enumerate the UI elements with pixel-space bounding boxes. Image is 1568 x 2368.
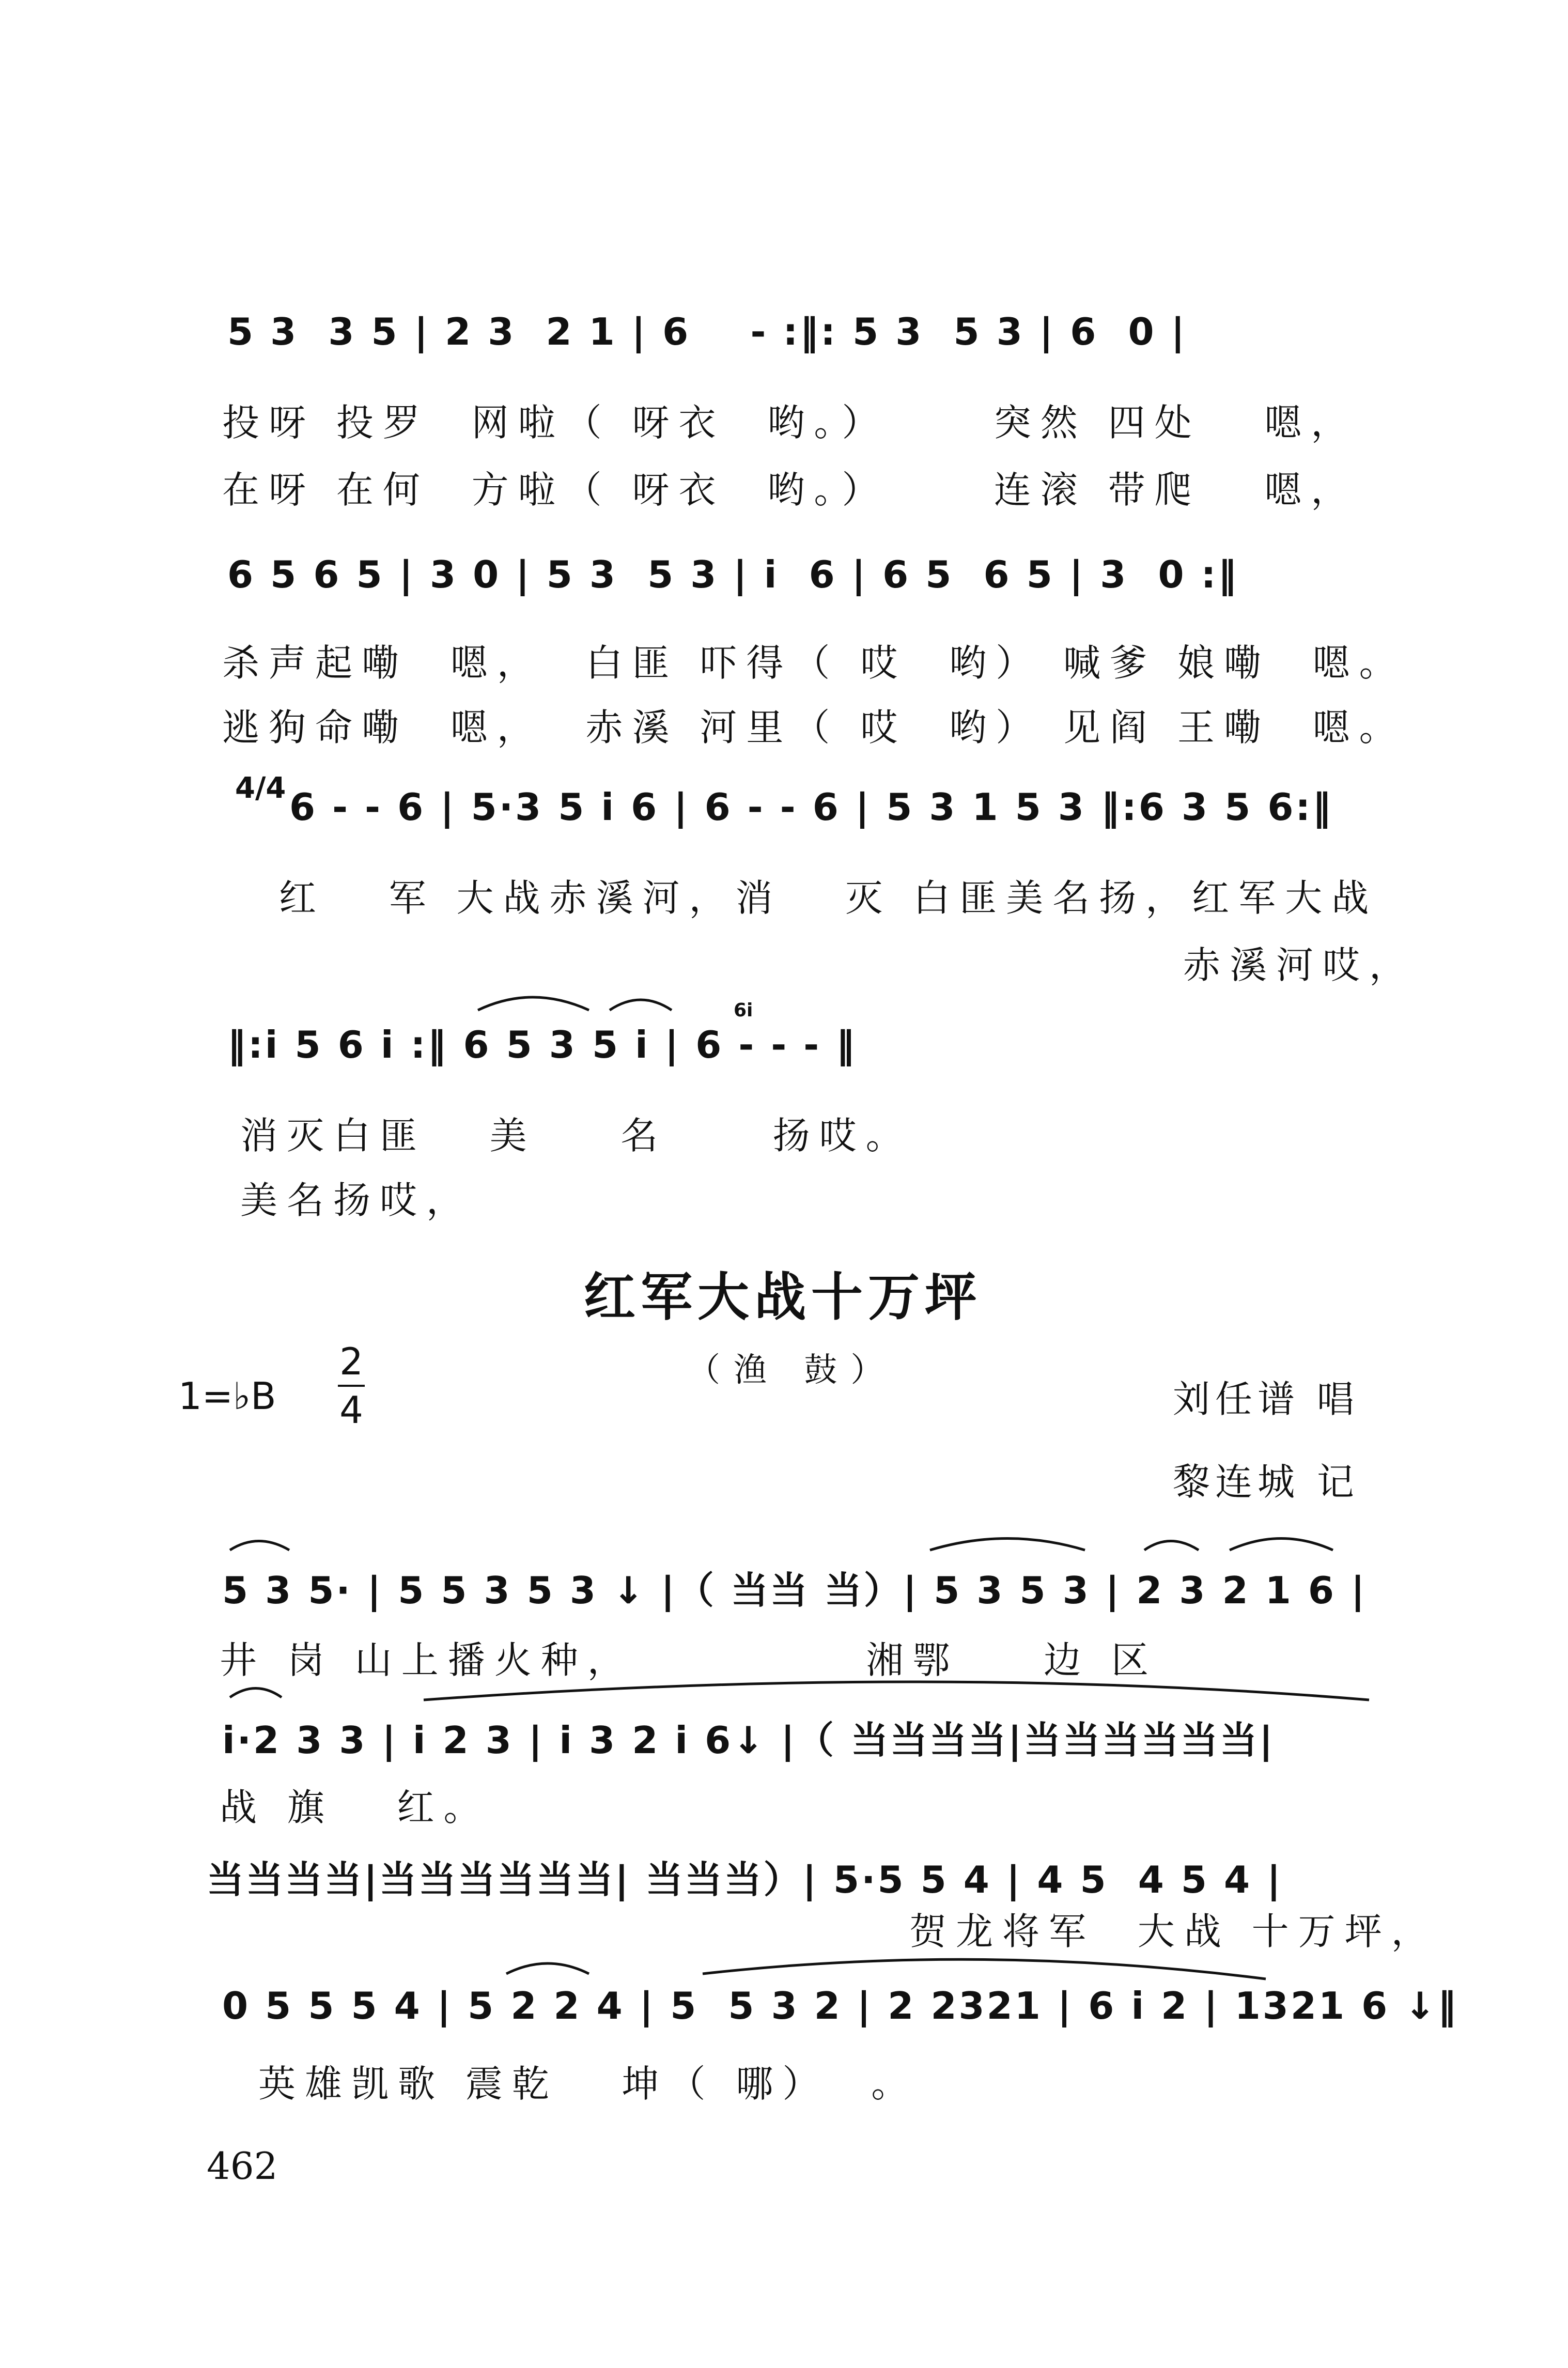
- song-title: 红军大战十万坪: [584, 1267, 982, 1327]
- lyric-line: 消灭白匪 美 名 扬哎。: [240, 1114, 912, 1157]
- lyric-line: 战 旗 红。: [220, 1786, 490, 1829]
- notation-line: 6 - - 6 | 5·3 5 i 6 | 6 - - 6 | 5 3 1 5 3 ‖:6 3 5 6:‖: [289, 785, 1333, 829]
- lyric-line: 英雄凯歌 震乾 坤（ 哪） 。: [258, 2062, 918, 2106]
- recorder-credit: 黎连城 记: [1173, 1460, 1359, 1504]
- lyric-line: 杀声起嘞 嗯， 白匪 吓得（ 哎 哟） 喊爹 娘嘞 嗯。: [222, 641, 1406, 685]
- slur: [703, 1959, 1266, 1979]
- notation-line: 0 5 5 5 4 | 5 2 2 4 | 5 5 3 2 | 2 2321 | 6 i 2 | 1321 6 ↓‖: [222, 1984, 1458, 2027]
- slur: [478, 997, 589, 1010]
- notation-line: 6 5 6 5 | 3 0 | 5 3 5 3 | i 6 | 6 5 6 5 | 3 0 :‖: [227, 553, 1239, 596]
- lyric-line: 红 军 大战赤溪河，消 灭 白匪美名扬，红军大战: [279, 876, 1378, 920]
- notation-line: ‖:i 5 6 i :‖ 6 5 3 5 i | 6 - - - ‖: [227, 1023, 857, 1066]
- notation-line: 当当当当|当当当当当当| 当当当）| 5·5 5 4 | 4 5 4 5 4 |: [207, 1858, 1283, 1901]
- singer-credit: 刘任谱 唱: [1173, 1378, 1359, 1421]
- slur: [930, 1539, 1085, 1551]
- time-bottom: 4: [339, 1388, 363, 1432]
- lyric-line: 贺龙将军 大战 十万坪，: [909, 1910, 1438, 1953]
- lyric-line: 井 岗 山上播火种， 湘鄂 边 区: [220, 1638, 1158, 1682]
- notation-line: 5 3 3 5 | 2 3 2 1 | 6 - :‖: 5 3 5 3 | 6 0 |: [227, 310, 1187, 353]
- time-signature: 4/4: [235, 771, 286, 805]
- slur: [424, 1682, 1369, 1700]
- slur: [230, 1541, 289, 1551]
- time-top: 2: [339, 1340, 363, 1383]
- lyric-line: 美名扬哎，: [240, 1179, 473, 1222]
- notation-line: i·2 3 3 | i 2 3 | i 3 2 i 6↓ |（ 当当当当|当当当当当当|: [222, 1719, 1275, 1762]
- slur: [1144, 1541, 1199, 1551]
- slur: [610, 1000, 672, 1010]
- page-number: 462: [207, 2144, 278, 2188]
- lyric-line: 投呀 投罗 网啦（ 呀衣 哟。） 突然 四处 嗯，: [222, 401, 1358, 444]
- notation-line: 5 3 5· | 5 5 3 5 3 ↓ |（ 当当 当）| 5 3 5 3 | 2 3 2 1 6 |: [222, 1569, 1367, 1612]
- grace-note: 6i: [734, 1000, 753, 1021]
- slur: [1230, 1539, 1333, 1551]
- key-signature: 1=♭B: [178, 1374, 276, 1418]
- song-genre: （渔 鼓）: [687, 1351, 897, 1389]
- slur: [506, 1963, 589, 1974]
- lyric-line: 逃狗命嘞 嗯， 赤溪 河里（ 哎 哟） 见阎 王嘞 嗯。: [222, 706, 1406, 749]
- slur: [230, 1689, 282, 1698]
- lyric-line: 赤溪河哎，: [1183, 943, 1416, 987]
- lyric-line: 在呀 在何 方啦（ 呀衣 哟。） 连滚 带爬 嗯，: [222, 468, 1358, 512]
